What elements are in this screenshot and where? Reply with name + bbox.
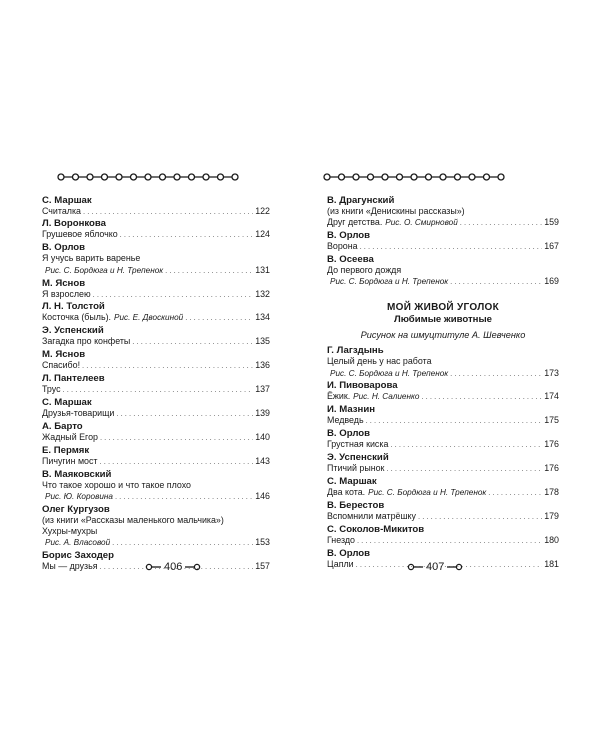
illustrator-credit: Рис. Е. Двоскиной xyxy=(114,313,184,323)
toc-entry xyxy=(327,476,559,498)
dot-leader xyxy=(418,511,542,522)
toc-entry xyxy=(42,242,270,276)
page-ref: 139 xyxy=(255,408,270,419)
page-ref: 124 xyxy=(255,229,270,240)
toc-entry xyxy=(42,421,270,443)
toc-entry xyxy=(327,345,559,379)
author-name: Л. Воронкова xyxy=(42,218,107,230)
page-ref: 169 xyxy=(544,275,559,286)
entry-title: Друзья-товарищи xyxy=(42,408,115,419)
author-name: Борис Заходер xyxy=(42,550,114,562)
toc-entry xyxy=(42,325,270,347)
section-illustrator: Рисунок на шмуцтитуле А. Шевченко xyxy=(360,330,526,341)
entry-line xyxy=(42,515,270,526)
entry-title: Друг детства. xyxy=(327,216,383,227)
entry-line xyxy=(42,456,270,467)
author-name: В. Орлов xyxy=(42,242,86,254)
illustrator-credit: Рис. С. Бордюга и Н. Трепенок xyxy=(330,276,449,286)
entry-title: Ёжик. xyxy=(327,391,351,402)
entry-title: Пичугин мост xyxy=(42,455,98,466)
entry-line xyxy=(42,408,270,419)
entry-line xyxy=(42,360,270,371)
author-name: В. Драгунский xyxy=(327,194,395,206)
page-ref: 173 xyxy=(544,367,559,378)
dot-leader xyxy=(421,391,542,402)
section-title: МОЙ ЖИВОЙ УГОЛОК xyxy=(386,302,499,314)
toc-entry xyxy=(42,397,270,419)
entry-line xyxy=(327,535,559,546)
author-name: И. Пивоварова xyxy=(327,380,398,392)
dot-leader xyxy=(120,229,254,240)
left-folio-ornament xyxy=(407,563,423,571)
toc-list xyxy=(42,193,270,573)
dot-leader xyxy=(488,487,542,498)
entry-title: Два кота. xyxy=(327,487,366,498)
page-ref: 135 xyxy=(255,336,270,347)
entry-line xyxy=(42,229,270,240)
page-ref: 122 xyxy=(255,205,270,216)
dot-leader xyxy=(450,368,542,379)
dot-leader xyxy=(100,456,254,467)
author-name: Э. Успенский xyxy=(327,452,389,464)
author-name: В. Орлов xyxy=(327,547,371,559)
entry-line xyxy=(42,537,270,548)
page-ref: 175 xyxy=(544,415,559,426)
toc-entry xyxy=(42,445,270,467)
entry-line xyxy=(327,487,559,498)
author-name: С. Маршак xyxy=(42,397,92,409)
entry-title: Косточка (быль). xyxy=(42,312,111,323)
dot-leader xyxy=(83,206,253,217)
toc-entry xyxy=(42,218,270,240)
author-name: Г. Лагздынь xyxy=(327,345,384,357)
toc-entry xyxy=(327,254,559,288)
dot-leader xyxy=(450,276,542,287)
toc-entry xyxy=(327,452,559,474)
page-ref: 134 xyxy=(255,312,270,323)
page-ref: 146 xyxy=(255,490,270,501)
entry-line xyxy=(42,384,270,395)
toc-entry xyxy=(42,373,270,395)
ornament-divider xyxy=(56,172,248,182)
entry-title: Цапли xyxy=(327,558,354,569)
toc-entry xyxy=(42,504,270,549)
author-name: В. Орлов xyxy=(327,428,371,440)
dot-leader xyxy=(63,384,254,395)
entry-title: Гнездо xyxy=(327,534,355,545)
author-name: В. Орлов xyxy=(327,229,371,241)
illustrator-credit: Рис. С. Бордюга и Н. Трепенок xyxy=(330,368,449,378)
author-name: М. Яснов xyxy=(42,349,86,361)
dot-leader xyxy=(82,360,253,371)
author-name: Олег Кургузов xyxy=(42,503,110,515)
dot-leader xyxy=(165,265,253,276)
author-name: М. Яснов xyxy=(42,277,86,289)
entry-line xyxy=(42,265,270,276)
entry-title: (из книги «Рассказы маленького мальчика») xyxy=(42,514,224,525)
page-footer xyxy=(407,561,463,573)
toc-entry xyxy=(327,230,559,252)
entry-line xyxy=(42,491,270,502)
page-ref: 137 xyxy=(255,384,270,395)
page-ref: 132 xyxy=(255,288,270,299)
page-ref: 176 xyxy=(544,439,559,450)
toc-entry xyxy=(327,195,559,229)
entry-title: Целый день у нас работа xyxy=(327,356,432,367)
author-name: Е. Пермяк xyxy=(42,444,90,456)
page-ref: 176 xyxy=(544,463,559,474)
entry-title: Я учусь варить варенье xyxy=(42,253,141,264)
toc-entry xyxy=(42,301,270,323)
entry-line xyxy=(327,391,559,402)
page-footer xyxy=(145,561,201,573)
entry-line xyxy=(327,368,559,379)
page-number: 407 xyxy=(426,561,445,573)
toc-entry xyxy=(42,469,270,503)
author-name: Л. Н. Толстой xyxy=(42,301,105,313)
page-ref: 180 xyxy=(544,534,559,545)
entry-line xyxy=(327,265,559,276)
illustrator-credit: Рис. С. Бордюга и Н. Трепенок xyxy=(45,265,164,275)
ornament-divider xyxy=(322,172,514,182)
toc-entry xyxy=(327,428,559,450)
dot-leader xyxy=(460,217,542,228)
author-name: С. Соколов-Микитов xyxy=(327,523,425,535)
page-ref: 136 xyxy=(255,360,270,371)
entry-line xyxy=(327,356,559,367)
page-ref: 181 xyxy=(544,558,559,569)
entry-title: Медведь xyxy=(327,415,364,426)
entry-line xyxy=(327,463,559,474)
dot-leader xyxy=(357,535,542,546)
entry-line xyxy=(42,336,270,347)
entry-line xyxy=(42,312,270,323)
entry-line xyxy=(327,217,559,228)
dot-leader xyxy=(116,408,253,419)
entry-title: Вспомнили матрёшку xyxy=(327,510,416,521)
entry-line xyxy=(327,276,559,287)
entry-title: Жадный Егор xyxy=(42,431,98,442)
author-name: С. Маршак xyxy=(327,476,377,488)
entry-title: Загадка про конфеты xyxy=(42,336,131,347)
toc-entry xyxy=(42,349,270,371)
dot-leader xyxy=(100,432,253,443)
illustrator-credit: Рис. Ю. Коровина xyxy=(45,491,113,501)
right-page xyxy=(300,0,600,750)
dot-leader xyxy=(93,289,254,300)
entry-line xyxy=(42,206,270,217)
entry-title: Грушевое яблочко xyxy=(42,229,118,240)
author-name: В. Берестов xyxy=(327,499,385,511)
entry-title: Ворона xyxy=(327,240,358,251)
entry-line xyxy=(42,526,270,537)
entry-title: Мы — друзья xyxy=(42,561,98,572)
page-ref: 131 xyxy=(255,264,270,275)
entry-line xyxy=(42,432,270,443)
dot-leader xyxy=(115,491,253,502)
entry-title: Спасибо! xyxy=(42,360,81,371)
page-ref: 178 xyxy=(544,487,559,498)
left-folio-ornament xyxy=(145,563,161,571)
entry-title: Птичий рынок xyxy=(327,463,385,474)
entry-line xyxy=(42,480,270,491)
page-ref: 179 xyxy=(544,510,559,521)
entry-title: Трус xyxy=(42,384,61,395)
entry-title: Что такое хорошо и что такое плохо xyxy=(42,479,191,490)
page-ref: 157 xyxy=(255,561,270,572)
dot-leader xyxy=(360,241,543,252)
toc-entry xyxy=(327,524,559,546)
entry-line xyxy=(327,415,559,426)
entry-title: Хухры-мухры xyxy=(42,526,98,537)
entry-line xyxy=(327,206,559,217)
author-name: А. Барто xyxy=(42,420,83,432)
entry-title: Грустная киска xyxy=(327,439,389,450)
author-name: С. Маршак xyxy=(42,194,92,206)
dot-leader xyxy=(386,463,542,474)
section-heading xyxy=(327,301,559,342)
entry-line xyxy=(327,439,559,450)
page-ref: 159 xyxy=(544,216,559,227)
author-name: В. Осеева xyxy=(327,253,374,265)
right-folio-ornament xyxy=(447,563,463,571)
entry-title: Считалка xyxy=(42,205,81,216)
illustrator-credit: Рис. Н. Салиенко xyxy=(353,392,420,402)
page-ref: 167 xyxy=(544,240,559,251)
dot-leader xyxy=(366,415,543,426)
page-ref: 174 xyxy=(544,391,559,402)
toc-entry xyxy=(327,500,559,522)
toc-entry xyxy=(327,404,559,426)
entry-line xyxy=(327,511,559,522)
toc-entry xyxy=(327,380,559,402)
right-folio-ornament xyxy=(185,563,201,571)
dot-leader xyxy=(132,336,253,347)
dot-leader xyxy=(112,537,253,548)
illustrator-credit: Рис. О. Смирновой xyxy=(385,217,458,227)
author-name: Э. Успенский xyxy=(42,325,104,337)
illustrator-credit: Рис. А. Власовой xyxy=(45,538,111,548)
author-name: В. Маяковский xyxy=(42,468,112,480)
author-name: Л. Пантелеев xyxy=(42,373,105,385)
toc-entry xyxy=(42,195,270,217)
page-ref: 140 xyxy=(255,431,270,442)
dot-leader xyxy=(185,312,253,323)
entry-line xyxy=(327,241,559,252)
entry-line xyxy=(42,253,270,264)
page-ref: 143 xyxy=(255,455,270,466)
section-subtitle: Любимые животные xyxy=(393,314,493,326)
page-ref: 153 xyxy=(255,537,270,548)
entry-line xyxy=(42,289,270,300)
toc-list xyxy=(327,193,559,570)
page-number: 406 xyxy=(164,561,183,573)
toc-entry xyxy=(42,278,270,300)
illustrator-credit: Рис. С. Бордюга и Н. Трепенок xyxy=(368,488,487,498)
author-name: И. Мазнин xyxy=(327,404,376,416)
entry-title: Я взрослею xyxy=(42,288,91,299)
entry-title: (из книги «Денискины рассказы») xyxy=(327,205,465,216)
dot-leader xyxy=(390,439,542,450)
entry-title: До первого дождя xyxy=(327,264,402,275)
